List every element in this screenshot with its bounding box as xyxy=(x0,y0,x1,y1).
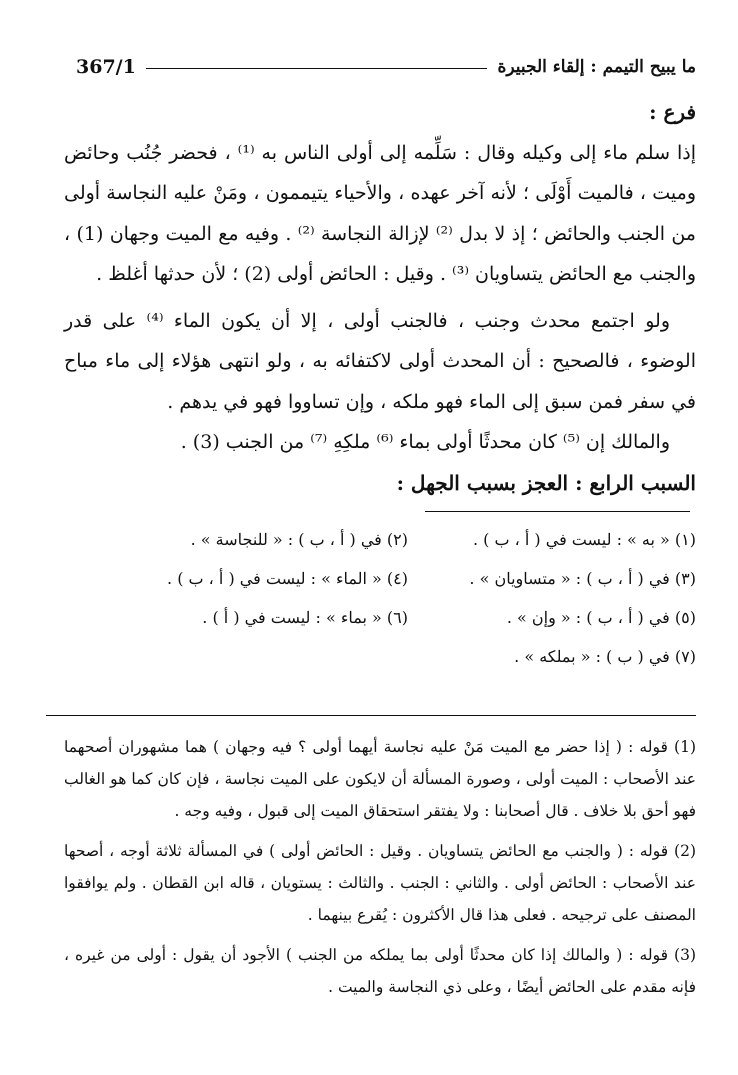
variant-note: (٢) في ( أ ، ب ) : « للنجاسة » . xyxy=(190,530,408,549)
running-title: ما يبيح التيمم : إلقاء الجبيرة xyxy=(497,57,696,77)
variants-separator xyxy=(425,511,690,512)
paragraph-2: ولو اجتمع محدث وجنب ، فالجنب أولى ، إلا أن يكون الماء ⁽⁴⁾ على قدر الوضوء ، فالصحيح : أن المحدث أولى لاكتفائه به ، ولو انتهى هؤلاء إلى ماء مباح في سفر فمن سبق إلى الماء فهو ملكه ، وإن تساووا فهو في يدهم . xyxy=(64,309,696,413)
subsection-heading: فرع : xyxy=(649,100,696,124)
paragraph-1: إذا سلم ماء إلى وكيله وقال : سَلِّمه إلى أولى الناس به ⁽¹⁾ ، فحضر جُنُب وحائض وميت ، فالميت أَوْلَى ؛ لأنه آخر عهده ، والأحياء يتيممون ، ومَنْ عليه النجاسة أولى من الجنب والحائض ؛ إذ لا بدل ⁽²⁾ لإزالة النجاسة ⁽²⁾ . وفيه مع الميت وجهان (1) ، والجنب مع الحائض يتساويان ⁽³⁾ . وقيل : الحائض أولى (2) ؛ لأن حدثها أغلظ . xyxy=(64,141,696,285)
main-text xyxy=(64,92,696,503)
variant-note: (٧) في ( ب ) : « بملكه » . xyxy=(514,647,696,666)
page-number: 367/1 xyxy=(76,56,136,78)
variant-note: (٣) في ( أ ، ب ) : « متساويان » . xyxy=(469,569,696,588)
footnotes-separator xyxy=(46,715,696,716)
manuscript-variants xyxy=(120,530,696,686)
header-rule xyxy=(146,68,488,69)
footnote-3: (3) قوله : ( والمالك إذا كان محدثًا أولى بما يملكه من الجنب ) الأجود أن يقول : أولى من غيره ، فإنه مقدم على الحائض أيضًا ، وعلى ذي النجاسة والميت . xyxy=(64,946,696,996)
variant-note: (٤) « الماء » : ليست في ( أ ، ب ) . xyxy=(167,569,408,588)
paragraph-3: والمالك إن ⁽⁵⁾ كان محدثًا أولى بماء ⁽⁶⁾ ملكِهِ ⁽⁷⁾ من الجنب (3) . xyxy=(180,431,670,453)
variant-note: (٦) « بماء » : ليست في ( أ ) . xyxy=(202,608,408,627)
section-heading: السبب الرابع : العجز بسبب الجهل : xyxy=(396,470,696,495)
footnote-2: (2) قوله : ( والجنب مع الحائض يتساويان . وقيل : الحائض أولى ) في المسألة ثلاثة أوجه ، أصحها عند الأصحاب : الحائض أولى . والثاني : الجنب . والثالث : يستويان ، قاله ابن القطان . ولم يوافقوا المصنف على ترجيحه . فعلى هذا قال الأكثرون : يُقرع بينهما . xyxy=(64,842,696,924)
running-header xyxy=(76,52,696,82)
variant-note: (٥) في ( أ ، ب ) : « وإن » . xyxy=(506,608,696,627)
footnote-1: (1) قوله : ( إذا حضر مع الميت مَنْ عليه نجاسة أيهما أولى ؟ فيه وجهان ) هما مشهوران أصحهما عند الأصحاب : الميت أولى ، وصورة المسألة أن لايكون على الميت نجاسة ، فإن كان كما هو الغالب فهو أحق بلا خلاف . قال أصحابنا : ولا يفتقر استحقاق الميت إلى قبول ، وفيه وجه . xyxy=(64,738,696,820)
footnotes xyxy=(64,731,696,1011)
variant-note: (١) « به » : ليست في ( أ ، ب ) . xyxy=(472,530,696,549)
